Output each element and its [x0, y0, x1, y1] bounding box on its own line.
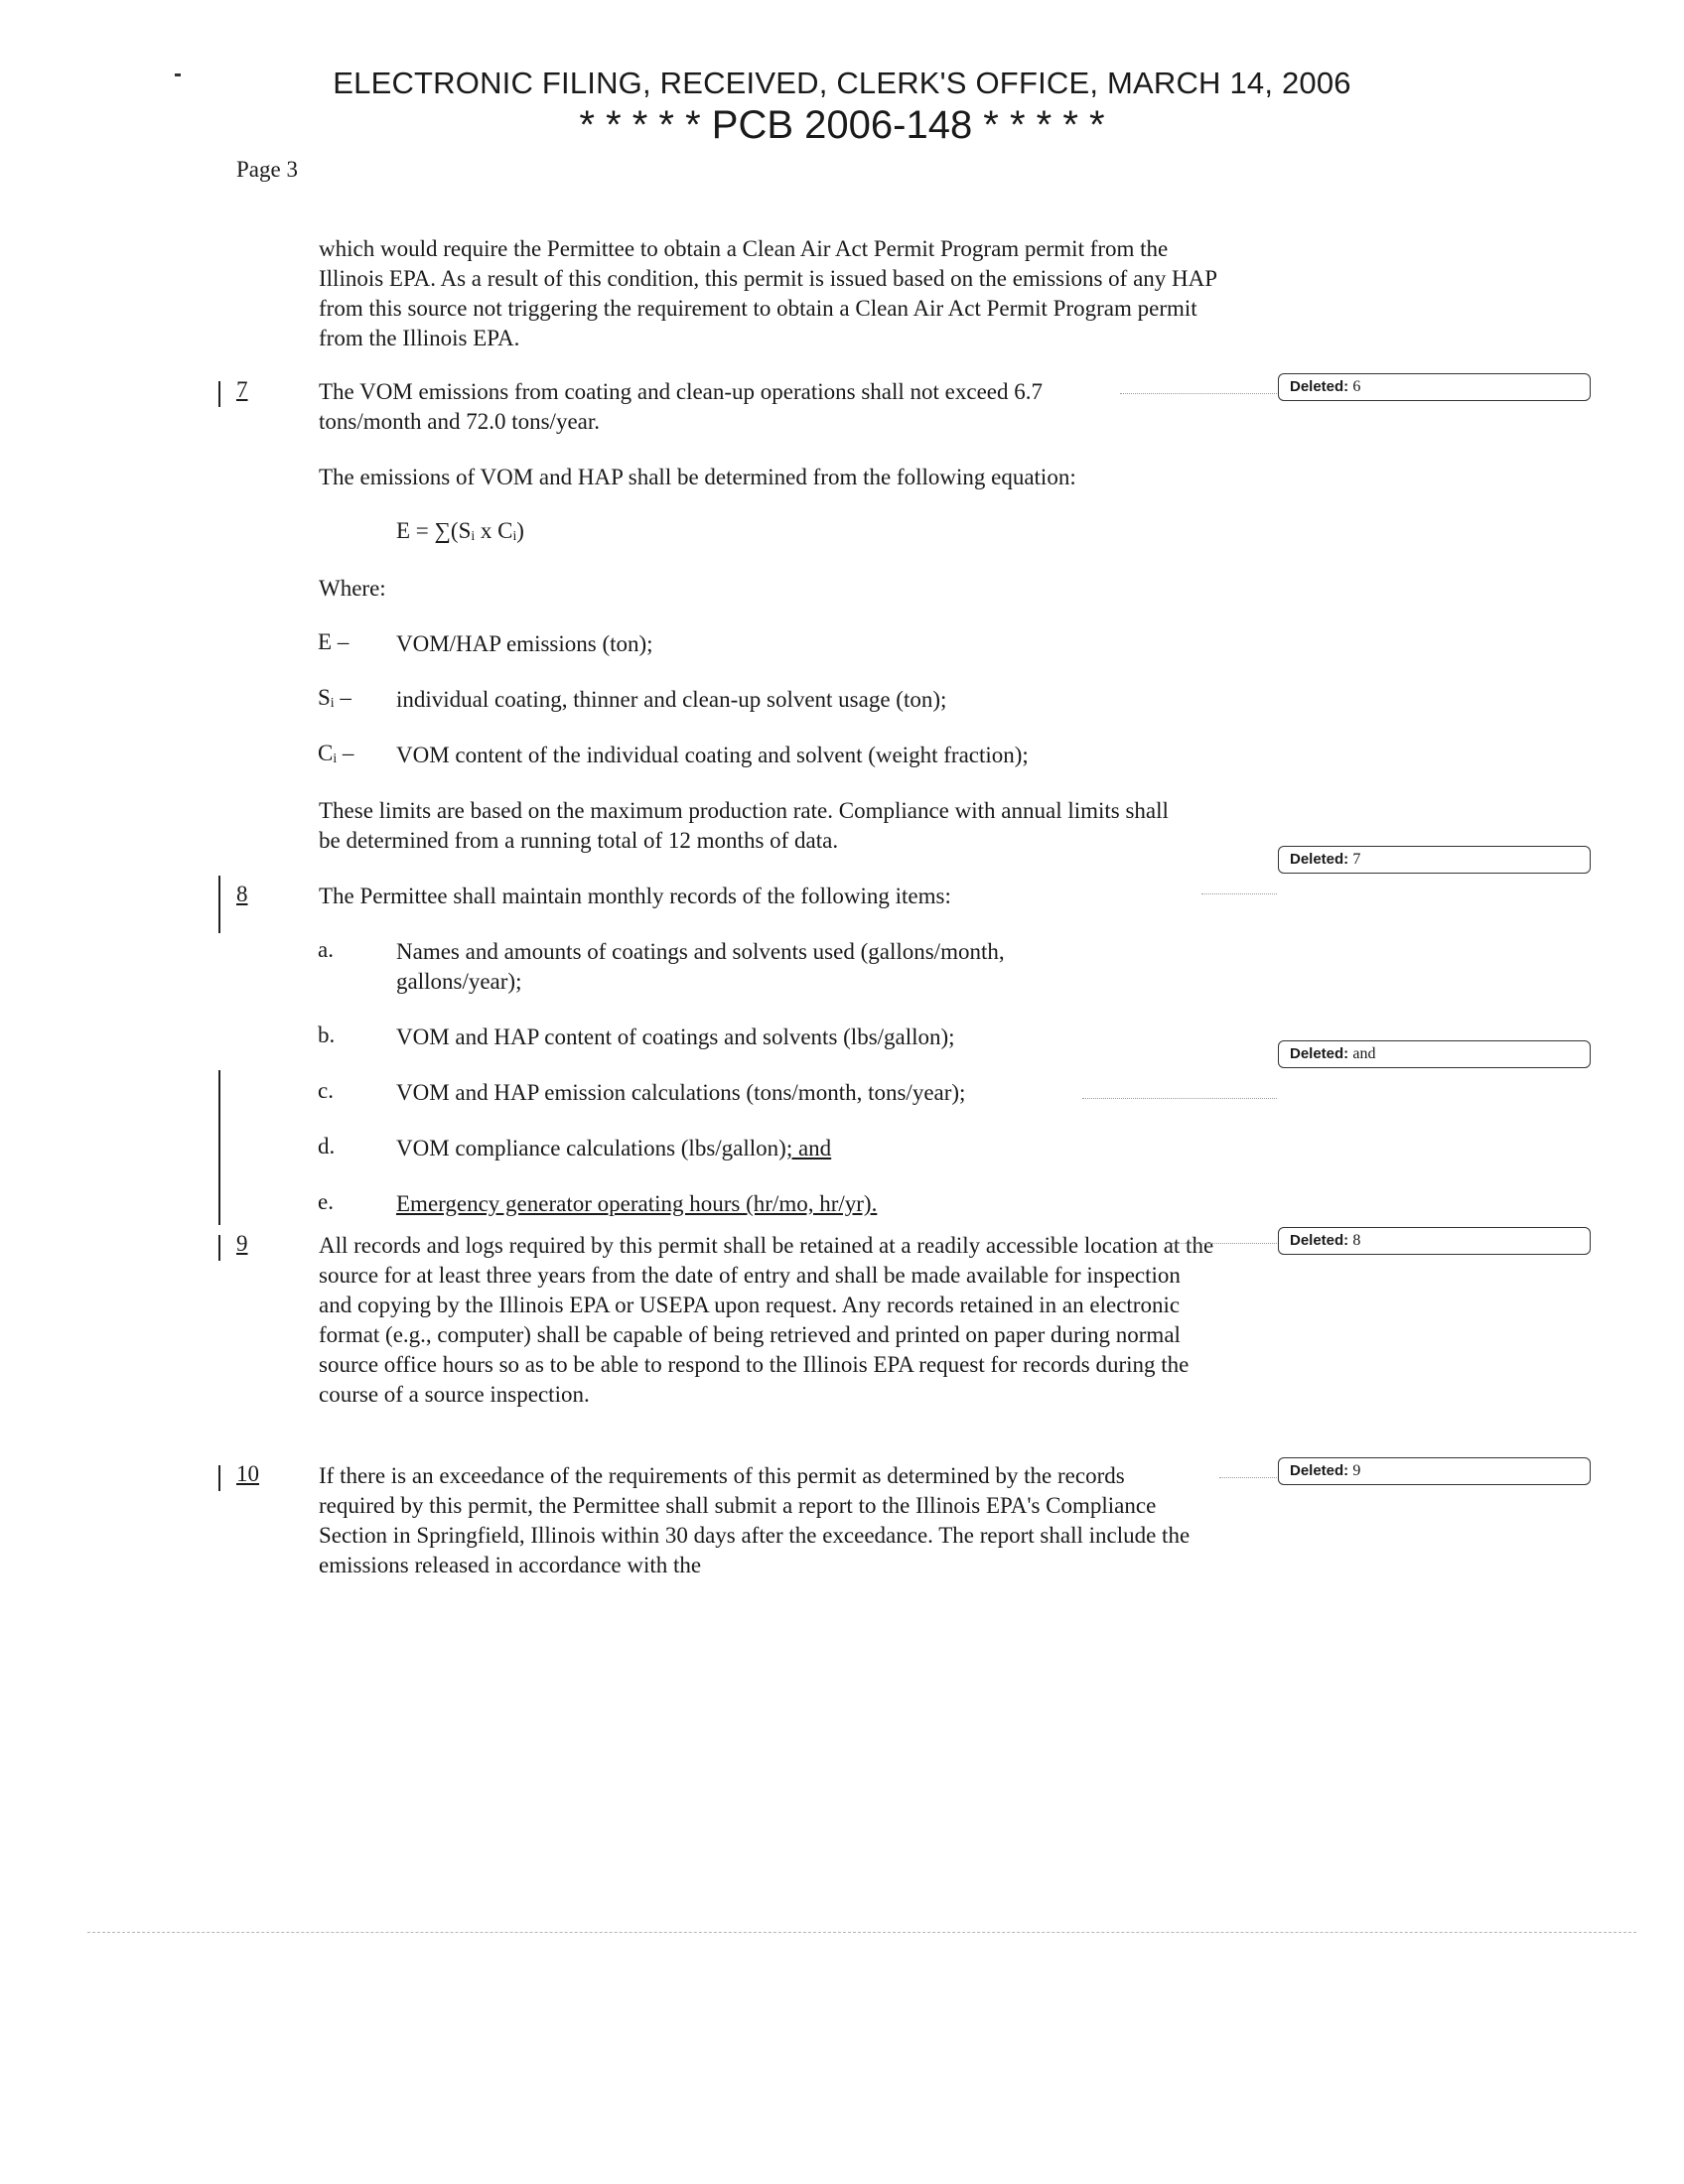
condition-7-text: The VOM emissions from coating and clean-up operations shall not exceed 6.7 tons/month and 72.0 tons/year. — [319, 379, 1044, 434]
record-item-text: VOM and HAP emission calculations (tons/month, tons/year); — [396, 1080, 966, 1105]
deleted-balloon: Deleted: 7 — [1278, 846, 1591, 874]
balloon-leader-line — [1082, 1098, 1277, 1099]
change-bar — [218, 876, 220, 933]
condition-10-text: If there is an exceedance of the requirements of this permit as determined by the records required by this permit, the Permittee shall submit a report to the Illinois EPA's Compliance Section in Springfield, Illinois within 30 days after the exceedance. The report shall include the emissions released in accordance with the — [319, 1463, 1191, 1577]
balloon-leader-line — [1201, 893, 1277, 894]
record-item-letter: c. — [318, 1078, 334, 1103]
emissions-equation: E = ∑(Sᵢ x Cᵢ) — [396, 518, 524, 543]
definition-symbol: Cᵢ – — [318, 741, 354, 765]
record-item-letter: e. — [318, 1189, 334, 1214]
condition-9-text: All records and logs required by this permit shall be retained at a readily accessible location at the source for at least three years from the date of entry and shall be made available for inspection and copying by the Illinois EPA or USEPA upon request. Any records retained in an electronic format (e.g., computer) shall be capable of being retrieved and printed on paper during normal source office hours so as to be able to respond to the Illinois EPA request for records during the course of a source inspection. — [319, 1233, 1214, 1407]
equation-intro: The emissions of VOM and HAP shall be determined from the following equation: — [319, 465, 1076, 489]
inserted-text: ; and — [785, 1136, 832, 1160]
record-item-letter: d. — [318, 1134, 336, 1159]
condition-number-9: 9 — [236, 1231, 248, 1256]
change-bar — [218, 1465, 220, 1491]
condition-number-10: 10 — [236, 1461, 259, 1486]
where-label: Where: — [319, 576, 386, 601]
deleted-balloon: Deleted: 9 — [1278, 1457, 1591, 1485]
balloon-leader-line — [1120, 393, 1277, 394]
definition-text: VOM/HAP emissions (ton); — [396, 631, 653, 656]
case-number-line: * * * * * PCB 2006-148 * * * * * — [579, 103, 1105, 147]
condition-number-7: 7 — [236, 377, 248, 402]
page-label: Page 3 — [236, 157, 298, 182]
condition-8-text: The Permittee shall maintain monthly records of the following items: — [319, 884, 951, 908]
definition-text: individual coating, thinner and clean-up solvent usage (ton); — [396, 687, 947, 712]
record-item-text: Names and amounts of coatings and solvents used (gallons/month, gallons/year); — [396, 939, 1005, 994]
definition-text: VOM content of the individual coating and solvent (weight fraction); — [396, 743, 1029, 767]
record-item-letter: a. — [318, 937, 334, 962]
limits-note: These limits are based on the maximum production rate. Compliance with annual limits shall be determined from a running total of 12 months of data. — [319, 798, 1169, 853]
record-item-text: VOM and HAP content of coatings and solvents (lbs/gallon); — [396, 1024, 955, 1049]
intro-paragraph: which would require the Permittee to obtain a Clean Air Act Permit Program permit from the Illinois EPA. As a result of this condition, this permit is issued based on the emissions of any HAP from this source not triggering the requirement to obtain a Clean Air Act Permit Program permit from the Illinois EPA. — [319, 236, 1217, 350]
footer-rule — [87, 1932, 1636, 1933]
deleted-balloon: Deleted: 6 — [1278, 373, 1591, 401]
definition-symbol: Sᵢ – — [318, 685, 351, 710]
change-bar — [218, 381, 220, 407]
deleted-balloon: Deleted: and — [1278, 1040, 1591, 1068]
scan-speck — [175, 73, 181, 76]
change-bar — [218, 1070, 220, 1225]
record-item-letter: b. — [318, 1023, 336, 1047]
change-bar — [218, 1235, 220, 1261]
filing-stamp-line: ELECTRONIC FILING, RECEIVED, CLERK'S OFFICE, MARCH 14, 2006 — [333, 66, 1351, 100]
inserted-record-item: Emergency generator operating hours (hr/mo, hr/yr). — [396, 1191, 878, 1216]
definition-symbol: E – — [318, 629, 350, 654]
deleted-balloon: Deleted: 8 — [1278, 1227, 1591, 1255]
condition-number-8: 8 — [236, 882, 248, 906]
balloon-leader-line — [1172, 1243, 1277, 1244]
balloon-leader-line — [1219, 1477, 1277, 1478]
record-item-text: VOM compliance calculations (lbs/gallon); and — [396, 1136, 832, 1160]
